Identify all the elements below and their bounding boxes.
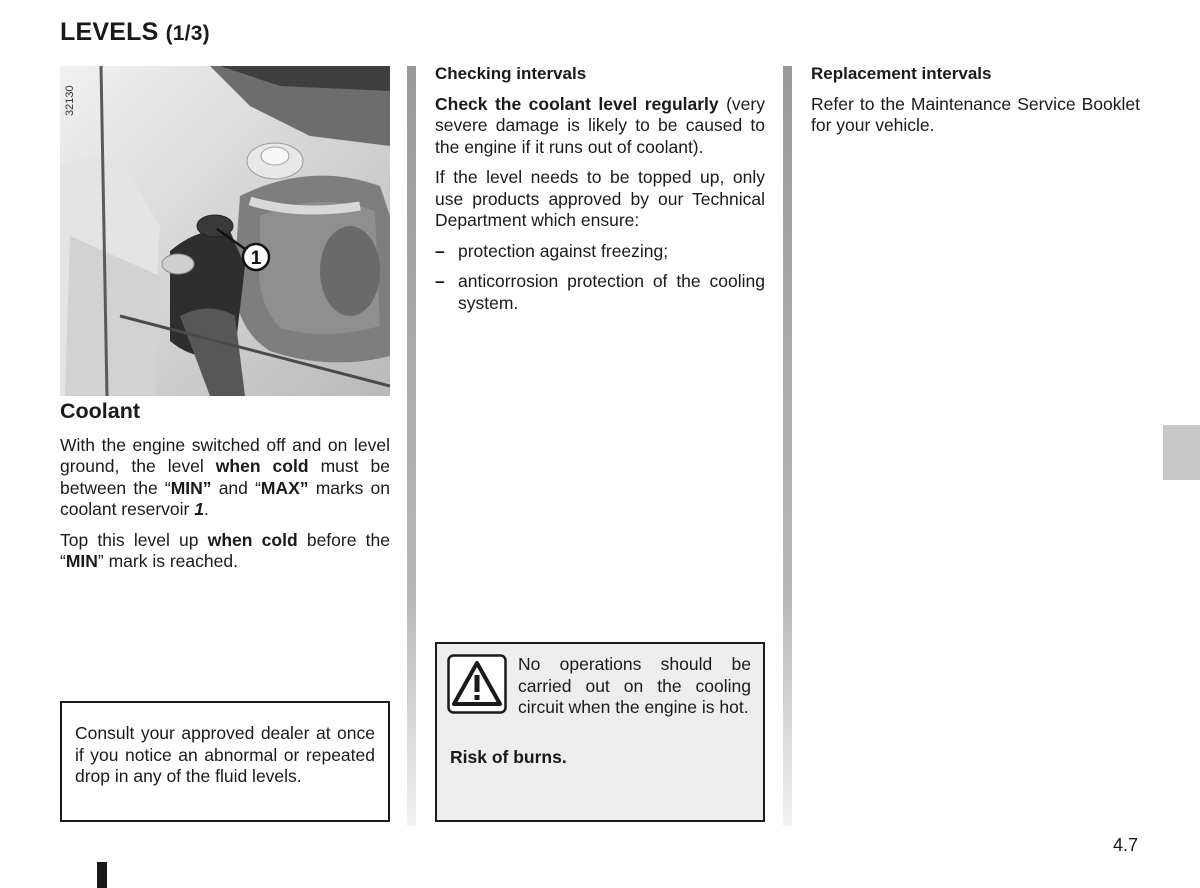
text-run-bold: MIN bbox=[65, 551, 98, 571]
list-item bbox=[435, 271, 765, 314]
text-run: and “ bbox=[211, 477, 261, 498]
coolant-heading: Coolant bbox=[60, 399, 141, 423]
text-run-bold: when cold bbox=[207, 529, 298, 550]
replacement-paragraph: Refer to the Maintenance Service Booklet for your vehicle. bbox=[811, 93, 1140, 135]
callout-label: 1 bbox=[250, 248, 262, 269]
replacement-heading: Replacement intervals bbox=[811, 64, 992, 83]
list-item bbox=[435, 241, 765, 263]
page-edge-mark bbox=[97, 862, 107, 888]
text-run: ” mark is reached. bbox=[97, 551, 238, 571]
checking-paragraph-1 bbox=[435, 94, 765, 159]
page-number: 4.7 bbox=[1113, 835, 1139, 855]
dealer-notice-box bbox=[60, 701, 390, 822]
dash-bullet: – bbox=[435, 271, 445, 291]
text-run: before the “ bbox=[60, 529, 390, 571]
coolant-reservoir-photo bbox=[60, 66, 390, 396]
page-title-sub: (1/3) bbox=[165, 22, 210, 45]
text-run-bold-italic: 1 bbox=[194, 499, 204, 519]
coolant-paragraph-2 bbox=[60, 530, 390, 573]
list-item-text: anticorrosion protection of the cooling system. bbox=[458, 271, 765, 313]
warning-triangle-icon bbox=[447, 654, 507, 714]
burn-warning-text: No operations should be carried out on the cooling circuit when the engine is hot. bbox=[518, 654, 751, 717]
text-run-bold: Check the coolant level regularly bbox=[435, 93, 719, 114]
text-run: (very severe damage is likely to be caused to the engine if it runs out of coolant). bbox=[435, 93, 765, 157]
burn-warning-box bbox=[435, 642, 765, 822]
image-reference bbox=[64, 72, 78, 122]
page-title bbox=[60, 18, 210, 47]
checking-section bbox=[435, 63, 765, 323]
coolant-section bbox=[60, 401, 390, 582]
checking-heading: Checking intervals bbox=[435, 64, 587, 83]
coolant-paragraph-1 bbox=[60, 435, 390, 521]
dash-bullet: – bbox=[435, 240, 445, 261]
text-run-bold: MIN” bbox=[170, 477, 212, 498]
text-run: marks on coolant reservoir bbox=[60, 477, 391, 519]
text-run: . bbox=[203, 499, 209, 519]
page-title-main: LEVELS bbox=[60, 18, 159, 46]
list-item-text: protection against freezing; bbox=[458, 240, 669, 261]
replacement-section bbox=[811, 63, 1140, 146]
column-divider bbox=[407, 66, 416, 826]
text-run: With the engine switched off and on level ground, the level bbox=[60, 434, 390, 476]
checking-paragraph-2: If the level needs to be topped up, only use products approved by our Technical Department which ensure: bbox=[435, 167, 765, 230]
text-run: must be between the “ bbox=[60, 456, 390, 498]
engine-bay-illustration bbox=[60, 66, 390, 396]
dealer-notice-text: Consult your approved dealer at once if you notice an abnormal or repeated drop in any of the fluid levels. bbox=[75, 723, 375, 786]
text-run-bold: MAX” bbox=[260, 477, 309, 498]
burn-risk-text: Risk of burns. bbox=[450, 747, 567, 767]
column-divider bbox=[783, 66, 792, 826]
image-reference-number: 32130 bbox=[64, 85, 76, 116]
chapter-tab bbox=[1163, 425, 1200, 480]
text-run: Top this level up bbox=[60, 529, 208, 550]
text-run-bold: when cold bbox=[215, 456, 309, 476]
